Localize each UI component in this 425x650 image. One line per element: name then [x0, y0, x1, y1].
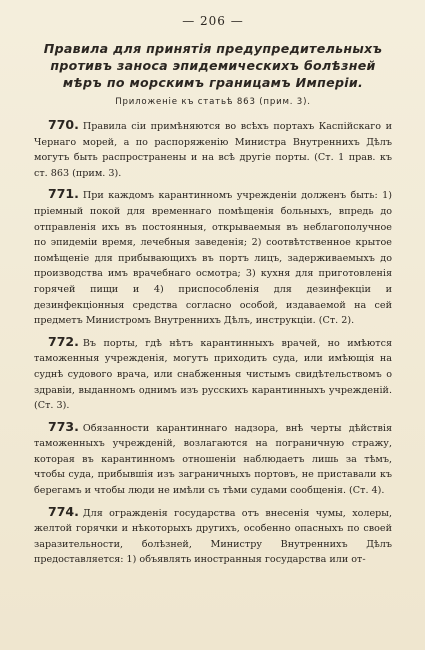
article-number: 774.: [48, 503, 79, 519]
article-number: 771.: [48, 186, 79, 202]
article-text: Въ порты, гдѣ нѣтъ карантинныхъ врачей, но имѣются таможенныя учрежденія, могутъ приходить суда, или имѣющія на суднѣ судового врача, или снабженныя чистымъ свидѣтельствомъ о здравіи, выданномъ однимъ изъ русскихъ карантинныхъ учрежденій. (Ст. 3).: [34, 337, 392, 412]
page-title: Правила для принятія предупредительныхъ противъ заноса эпидемическихъ болѣзней мѣръ по морскимъ границамъ Имперіи.: [43, 41, 383, 90]
article-text: Правила сіи примѣняются во всѣхъ портахъ Каспійскаго и Чернаго морей, а по распоряженію Министра Внутреннихъ Дѣлъ могутъ быть распространены и на всѣ другіе порты. (Ст. 1 прав. къ ст. 863 (прим. 3).: [34, 121, 392, 179]
article-772: [34, 334, 392, 414]
article-770: [34, 117, 392, 181]
appendix-note: Приложеніе къ статьѣ 863 (прим. 3).: [115, 97, 311, 107]
article-number: 772.: [48, 333, 79, 349]
article-number: 770.: [48, 117, 79, 132]
article-771: [34, 186, 392, 328]
article-774: [34, 504, 392, 568]
article-text: Для огражденія государства отъ внесенія чумы, холеры, желтой горячки и нѣкоторыхъ другихъ, особенно опасныхъ по своей заразительности, болѣзней, Министру Внутреннихъ Дѣлъ предоставляется: 1) объявлять иностранныя государства или от-: [34, 507, 392, 566]
article-number: 773.: [48, 418, 79, 434]
article-773: [34, 419, 392, 499]
article-text: При каждомъ карантинномъ учрежденіи долженъ быть: 1) пріемный покой для временнаго помѣщенія больныхъ, впредь до отправленія ихъ въ постоянныя, открываемыя въ неблагополучное по эпидеміи время, лечебныя заведенія; 2) соотвѣтственное крытое помѣщеніе для прибывающихъ въ портъ лицъ, задерживаемыхъ до производства имъ врачебнаго осмотра; 3) кухня для приготовленія горячей пищи и 4) приспособленія для дезинфекціи и дезинфекціонныя средства согласно особой, издаваемой на сей предметъ Министромъ Внутреннихъ Дѣлъ, инструкціи. (Ст. 2).: [34, 190, 392, 327]
page-number: — 206 —: [182, 14, 244, 28]
article-text: Обязанности карантиннаго надзора, внѣ черты дѣйствія таможенныхъ учрежденій, возлагаются на пограничную стражу, которая въ карантинномъ отношеніи наблюдаетъ лишь за тѣмъ, чтобы суда, прибывшія изъ заграничныхъ портовъ, не приставали къ берегамъ и чтобы люди не имѣли съ тѣми судами сообщенія. (Ст. 4).: [34, 422, 392, 497]
